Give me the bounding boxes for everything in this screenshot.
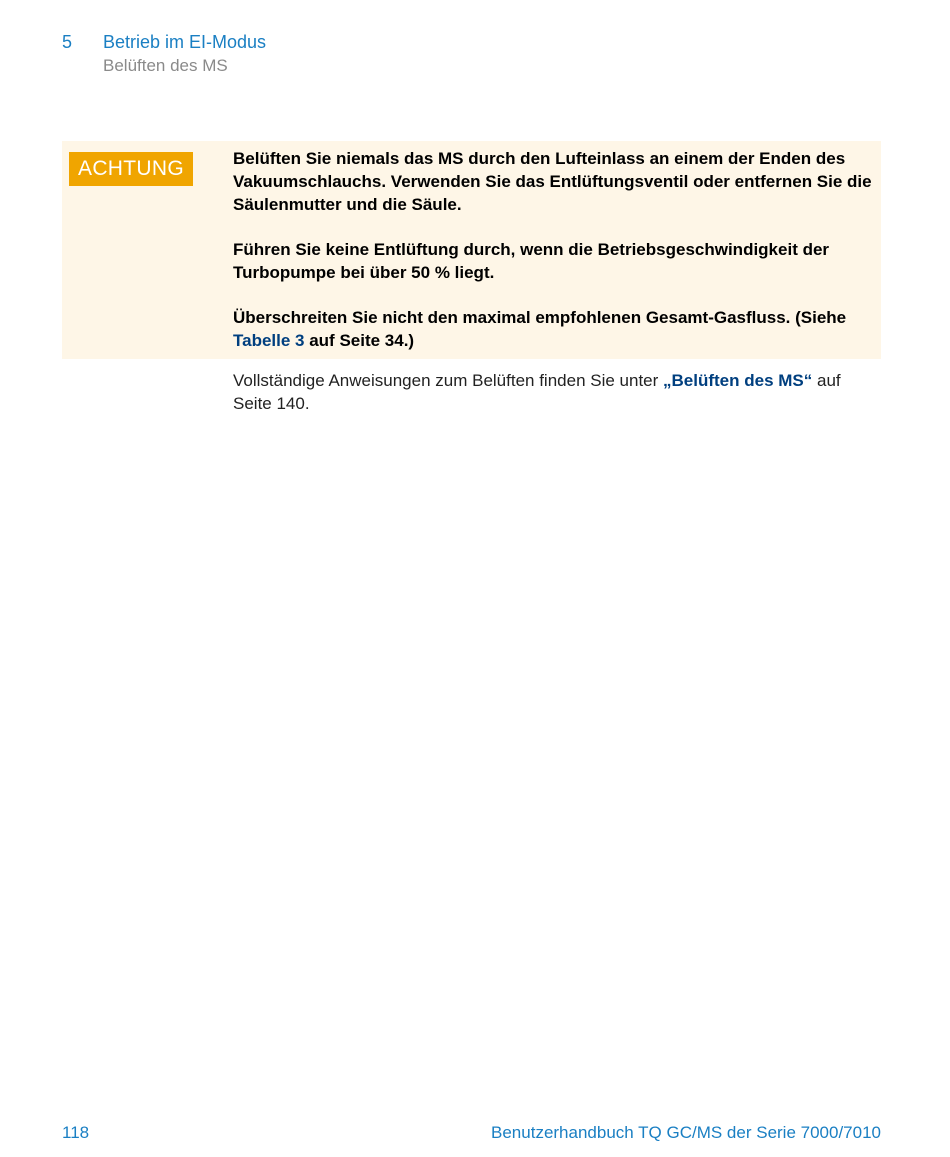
page-footer	[62, 1123, 881, 1143]
chapter-heading	[62, 32, 266, 53]
caution-paragraph: Führen Sie keine Entlüftung durch, wenn die Betriebsgeschwindigkeit der Turbopumpe bei über 50 % liegt.	[233, 240, 830, 282]
caution-paragraph: Belüften Sie niemals das MS durch den Lufteinlass an einem der Enden des Vakuumschlauchs. Verwenden Sie das Entlüftungsventil oder entfernen Sie die Säulenmutter und die Säule.	[233, 149, 872, 214]
body-text: auf Seite 140.	[233, 371, 841, 413]
caution-paragraph	[233, 306, 878, 352]
caution-box	[62, 141, 881, 359]
chapter-number: 5	[62, 32, 73, 52]
body-paragraph	[233, 369, 881, 415]
caution-paragraph-text: auf Seite 34.)	[304, 331, 415, 350]
caution-paragraph-text: Überschreiten Sie nicht den maximal empfohlenen Gesamt-Gasfluss. (Siehe	[233, 308, 847, 327]
page-header	[62, 32, 266, 76]
section-reference-link[interactable]: „Belüften des MS“	[663, 371, 813, 390]
table-reference-link[interactable]: Tabelle 3	[233, 331, 305, 350]
book-title: Benutzerhandbuch TQ GC/MS der Serie 7000/7010	[491, 1123, 881, 1142]
section-title: Belüften des MS	[103, 56, 228, 75]
body-text: Vollständige Anweisungen zum Belüften finden Sie unter	[233, 371, 664, 390]
caution-label: ACHTUNG	[69, 152, 193, 186]
chapter-title: Betrieb im EI-Modus	[103, 32, 267, 52]
page-number: 118	[62, 1123, 90, 1142]
caution-text	[233, 147, 878, 352]
